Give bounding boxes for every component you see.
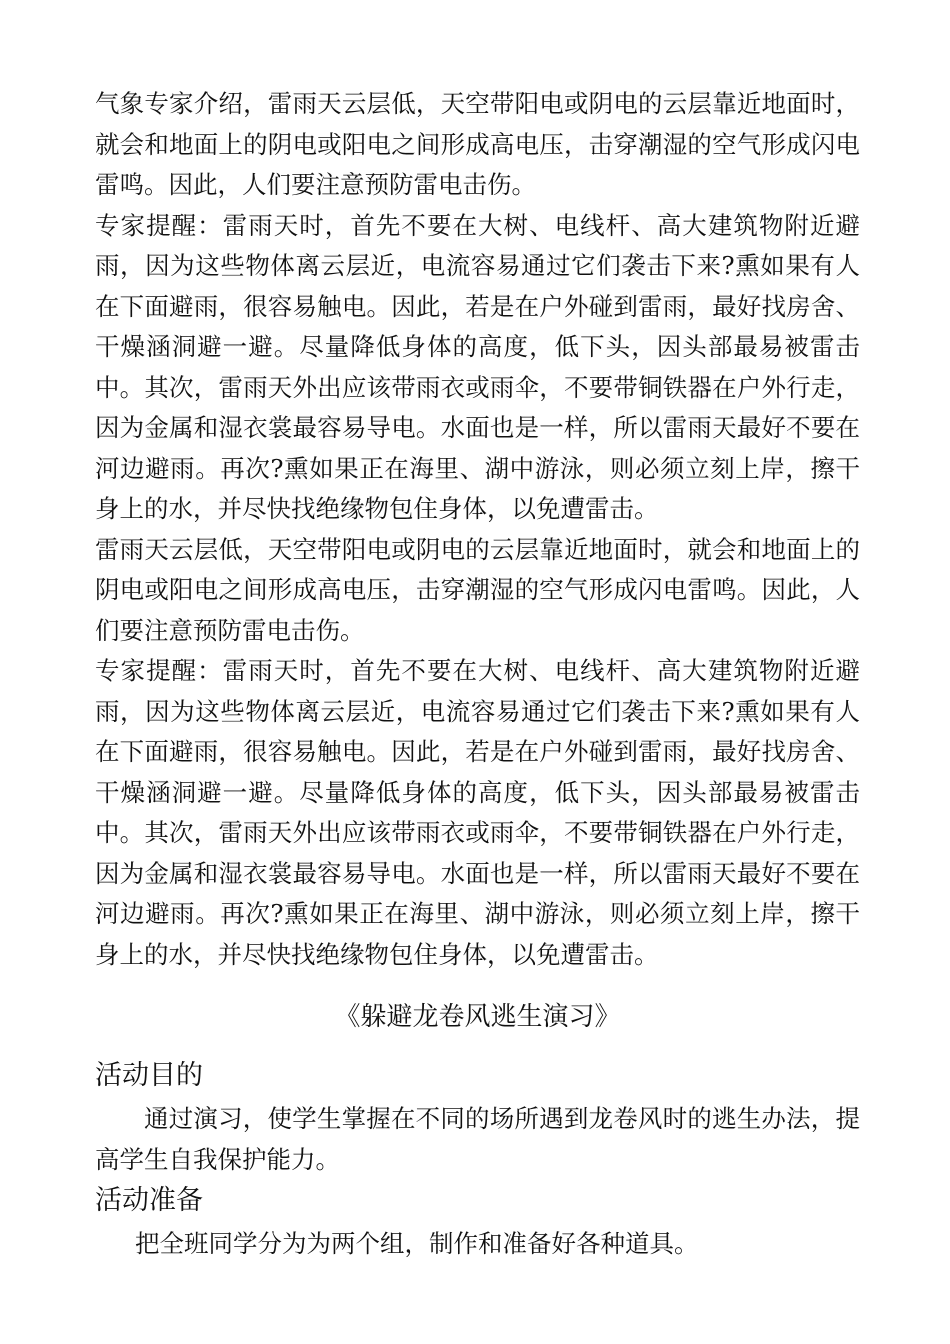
paragraph-expert-tips-repeat: 专家提醒：雷雨天时，首先不要在大树、电线杆、高大建筑物附近避雨，因为这些物体离云层近，电流容易通过它们袭击下来?熏如果有人在下面避雨，很容易触电。因此，若是在户外碰到雷雨，最好找房舍、干燥涵洞避一避。尽量降低身体的高度，低下头，因头部最易被雷击中。其次，雷雨天外出应该带雨衣或雨伞，不要带铜铁器在户外行走，因为金属和湿衣裳最容易导电。水面也是一样，所以雷雨天最好不要在河边避雨。再次?熏如果正在海里、湖中游泳，则必须立刻上岸，擦干身上的水，并尽快找绝缘物包住身体，以免遭雷击。 — [95, 656, 860, 969]
section-heading-purpose: 活动目的 — [95, 1060, 203, 1091]
section-body-preparation: 把全班同学分为为两个组，制作和准备好各种道具。 — [135, 1229, 699, 1258]
paragraph-intro-repeat: 雷雨天云层低，天空带阳电或阴电的云层靠近地面时，就会和地面上的阴电或阳电之间形成高电压，击穿潮湿的空气形成闪电雷鸣。因此，人们要注意预防雷电击伤。 — [95, 534, 860, 645]
section-body-purpose: 通过演习，使学生掌握在不同的场所遇到龙卷风时的逃生办法，提高学生自我保护能力。 — [95, 1104, 860, 1174]
paragraph-intro: 气象专家介绍，雷雨天云层低，天空带阳电或阴电的云层靠近地面时，就会和地面上的阴电或阳电之间形成高电压，击穿潮湿的空气形成闪电雷鸣。因此，人们要注意预防雷电击伤。 — [95, 89, 860, 199]
section-heading-preparation: 活动准备 — [95, 1185, 203, 1216]
document-title: 《躲避龙卷风逃生演习》 — [334, 1002, 621, 1032]
paragraph-expert-tips: 专家提醒：雷雨天时，首先不要在大树、电线杆、高大建筑物附近避雨，因为这些物体离云层近，电流容易通过它们袭击下来?熏如果有人在下面避雨，很容易触电。因此，若是在户外碰到雷雨，最好找房舍、干燥涵洞避一避。尽量降低身体的高度，低下头，因头部最易被雷击中。其次，雷雨天外出应该带雨衣或雨伞，不要带铜铁器在户外行走，因为金属和湿衣裳最容易导电。水面也是一样，所以雷雨天最好不要在河边避雨。再次?熏如果正在海里、湖中游泳，则必须立刻上岸，擦干身上的水，并尽快找绝缘物包住身体，以免遭雷击。 — [95, 210, 860, 523]
document-page — [95, 84, 860, 1265]
